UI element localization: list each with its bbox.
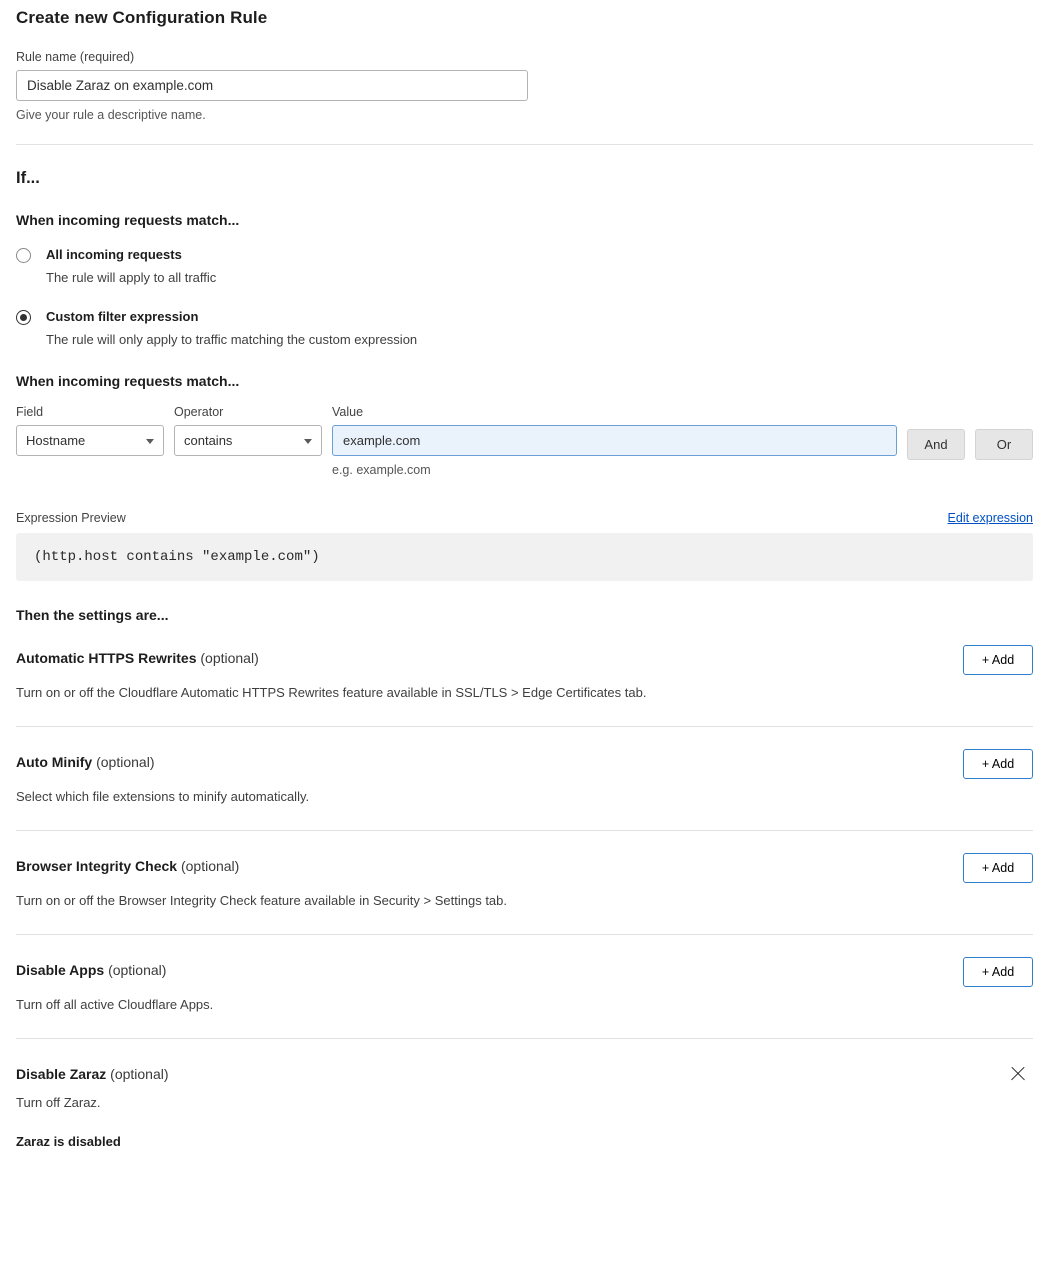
value-column xyxy=(332,405,897,477)
field-column xyxy=(16,405,164,456)
operator-select-value: contains xyxy=(184,433,233,449)
radio-icon[interactable] xyxy=(16,248,31,263)
expression-preview-header xyxy=(16,511,1033,525)
radio-option-desc: The rule will only apply to traffic matching the custom expression xyxy=(46,331,418,347)
setting-title-text: Browser Integrity Check xyxy=(16,858,178,875)
and-button[interactable]: And xyxy=(907,429,965,460)
operator-column xyxy=(174,405,322,456)
chevron-down-icon xyxy=(146,439,154,444)
setting-optional-tag: (optional) xyxy=(180,858,240,875)
logic-buttons xyxy=(907,405,965,460)
radio-option-desc: The rule will apply to all traffic xyxy=(46,269,217,285)
status-badge: Zaraz is disabled xyxy=(16,1134,121,1150)
setting-title xyxy=(16,649,259,667)
setting-title xyxy=(16,1065,169,1083)
setting-optional-tag: (optional) xyxy=(200,650,259,667)
field-label: Field xyxy=(16,405,44,420)
field-select-value: Hostname xyxy=(26,433,86,449)
setting-title xyxy=(16,753,154,771)
setting-optional-tag: (optional) xyxy=(96,754,155,771)
operator-select[interactable] xyxy=(174,425,322,456)
setting-disable-apps xyxy=(16,935,1033,1039)
filter-builder-row xyxy=(16,405,1033,477)
match-heading: When incoming requests match... xyxy=(16,212,240,228)
setting-title-text: Automatic HTTPS Rewrites xyxy=(16,650,197,667)
chevron-down-icon xyxy=(304,439,312,444)
radio-option-all-requests[interactable] xyxy=(16,246,1033,288)
expression-preview-text: (http.host contains "example.com") xyxy=(16,533,1033,581)
add-button[interactable]: + Add xyxy=(963,749,1033,779)
value-input[interactable] xyxy=(332,425,897,456)
rule-name-label: Rule name (required) xyxy=(16,50,135,64)
setting-title-text: Disable Apps xyxy=(16,962,105,979)
field-select[interactable] xyxy=(16,425,164,456)
value-label: Value xyxy=(332,405,364,420)
setting-description: Turn on or off the Browser Integrity Check feature available in Security > Settings tab. xyxy=(16,893,508,909)
then-section-heading: Then the settings are... xyxy=(16,607,169,624)
setting-description: Select which file extensions to minify automatically. xyxy=(16,789,310,805)
setting-automatic-https-rewrites xyxy=(16,623,1033,727)
setting-title-text: Auto Minify xyxy=(16,754,93,771)
rule-name-input[interactable] xyxy=(16,70,528,101)
radio-option-title: All incoming requests xyxy=(46,247,182,262)
filter-builder-heading: When incoming requests match... xyxy=(16,373,240,390)
radio-option-custom-filter[interactable] xyxy=(16,308,1033,350)
setting-title xyxy=(16,857,239,875)
add-button[interactable]: + Add xyxy=(963,957,1033,987)
setting-title-text: Disable Zaraz xyxy=(16,1066,107,1083)
setting-optional-tag: (optional) xyxy=(108,962,167,979)
add-button[interactable]: + Add xyxy=(963,645,1033,675)
or-button[interactable]: Or xyxy=(975,429,1033,460)
radio-icon[interactable] xyxy=(16,310,31,325)
setting-description: Turn off Zaraz. xyxy=(16,1095,101,1111)
edit-expression-link[interactable]: Edit expression xyxy=(947,511,1033,526)
divider xyxy=(16,144,1033,145)
if-section-heading: If... xyxy=(16,169,40,187)
setting-description: Turn off all active Cloudflare Apps. xyxy=(16,997,214,1013)
radio-option-title: Custom filter expression xyxy=(46,308,199,324)
page-title: Create new Configuration Rule xyxy=(16,8,268,27)
rule-name-help: Give your rule a descriptive name. xyxy=(16,108,206,122)
expression-preview-label: Expression Preview xyxy=(16,511,126,526)
setting-auto-minify xyxy=(16,727,1033,831)
setting-description: Turn on or off the Cloudflare Automatic HTTPS Rewrites feature available in SSL/TLS > Edge Certificates tab. xyxy=(16,685,647,701)
operator-label: Operator xyxy=(174,405,224,420)
setting-browser-integrity-check xyxy=(16,831,1033,935)
add-button[interactable]: + Add xyxy=(963,853,1033,883)
setting-title xyxy=(16,961,166,979)
setting-disable-zaraz xyxy=(16,1039,1033,1149)
value-help: e.g. example.com xyxy=(332,463,431,478)
setting-optional-tag: (optional) xyxy=(110,1066,169,1083)
close-icon[interactable] xyxy=(1007,1063,1029,1085)
match-options xyxy=(16,246,1033,349)
